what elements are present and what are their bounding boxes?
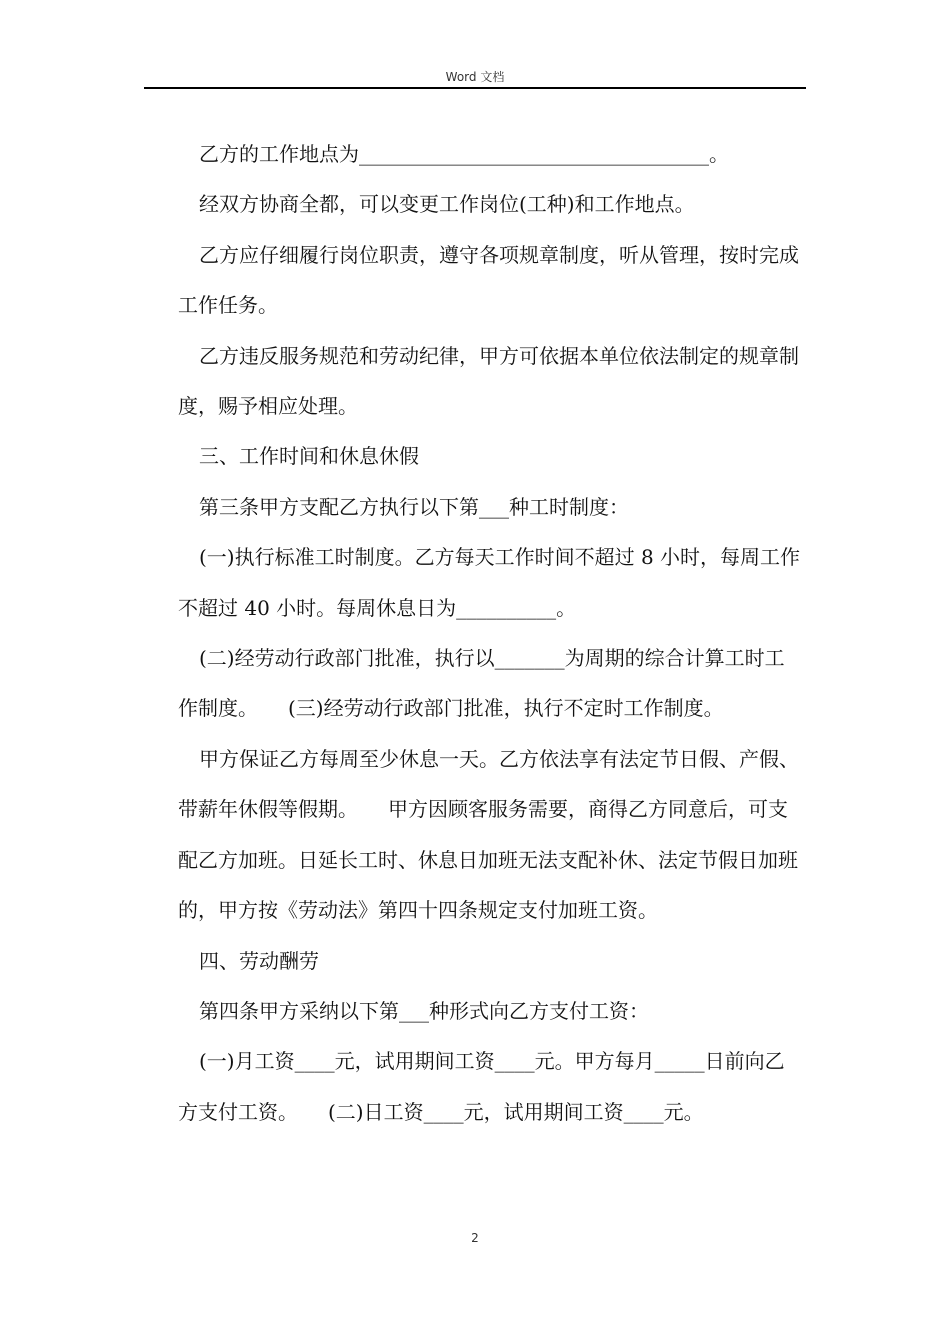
- paragraph-work-location: 乙方的工作地点为___________________________________。: [199, 142, 729, 166]
- paragraph-standard-hours: (一)执行标准工时制度。乙方每天工作时间不超过 8 小时，每周工作不超过 40 小时。每周休息日为__________。: [178, 545, 801, 620]
- paragraph-wages: (一)月工资____元，试用期间工资____元。甲方每月_____日前向乙方支付工资。 (二)日工资____元，试用期间工资____元。: [178, 1049, 785, 1124]
- paragraph-change-post: 经双方协商全都，可以变更工作岗位(工种)和工作地点。: [199, 192, 695, 217]
- page-header-title: Word 文档: [445, 70, 505, 84]
- page-number: 2: [471, 1231, 479, 1245]
- header-divider: [144, 87, 806, 89]
- paragraph-rest-and-overtime: 甲方保证乙方每周至少休息一天。乙方依法享有法定节日假、产假、带薪年休假等假期。 甲方因顾客服务需要，商得乙方同意后，可支配乙方加班。日延长工时、休息日加班无法支配补休、法定节假日加班的，甲方按《劳动法》第四十四条规定支付加班工资。: [178, 746, 799, 923]
- paragraph-violations: 乙方违反服务规范和劳动纪律，甲方可依据本单位依法制定的规章制度，赐予相应处理。: [178, 343, 799, 419]
- article-four: 第四条甲方采纳以下第___种形式向乙方支付工资：: [199, 998, 649, 1023]
- paragraph-comprehensive-hours: (二)经劳动行政部门批准，执行以_______为周期的综合计算工时工作制度。 (三)经劳动行政部门批准，执行不定时工作制度。: [178, 646, 785, 721]
- article-three: 第三条甲方支配乙方执行以下第___种工时制度：: [199, 494, 629, 519]
- section-heading-working-hours: 三、工作时间和休息休假: [199, 444, 419, 469]
- document-body: [178, 129, 804, 1137]
- paragraph-duties: 乙方应仔细履行岗位职责，遵守各项规章制度，听从管理，按时完成工作任务。: [178, 242, 799, 318]
- section-heading-remuneration: 四、劳动酬劳: [199, 948, 319, 973]
